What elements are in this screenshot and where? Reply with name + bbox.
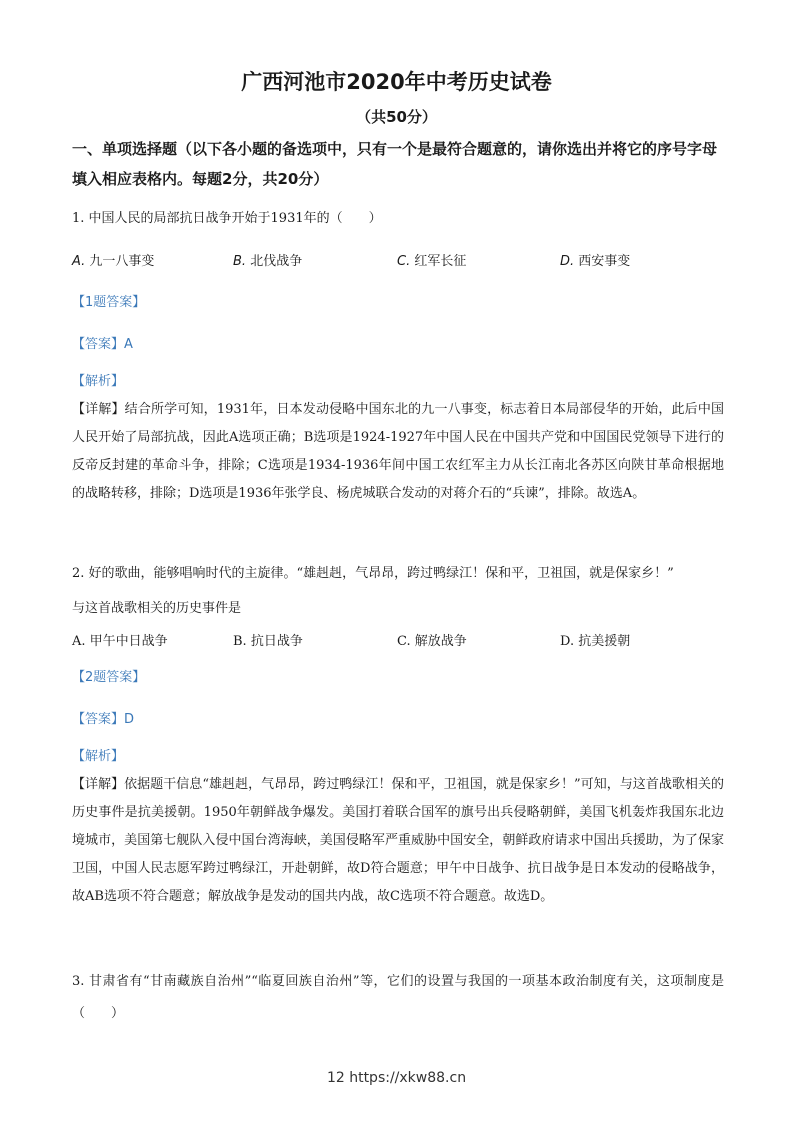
option-letter: A. bbox=[72, 254, 86, 269]
question-2-option-a bbox=[72, 630, 168, 649]
option-text: 甲午中日战争 bbox=[89, 634, 168, 649]
question-2-answer: 【答案】D bbox=[72, 712, 135, 727]
option-letter: D. bbox=[560, 634, 575, 649]
question-1-detail: 【详解】结合所学可知，1931年，日本发动侵略中国东北的九一八事变，标志着日本局部侵华的开始，此后中国人民开始了局部抗战，因此A选项正确；B选项是1924-1927年中国人民在中国共产党和中国国民党领导下进行的反帝反封建的革命斗争，排除；C选项是1934-1936年间中国工农红军主力从长江南北各苏区向陕甘革命根据地的战略转移，排除；D选项是1936年张学良、杨虎城联合发动的对蒋介石的“兵谏”，排除。故选A。 bbox=[72, 402, 724, 501]
question-1-option-b bbox=[233, 250, 302, 269]
option-text: 北伐战争 bbox=[250, 254, 303, 269]
question-2-stem-line-2: 与这首战歌相关的历史事件是 bbox=[72, 601, 242, 616]
page-footer: 12 https://xkw88.cn bbox=[326, 1070, 467, 1086]
option-letter: C. bbox=[397, 634, 411, 649]
option-letter: C. bbox=[397, 254, 411, 269]
question-1-option-a bbox=[72, 250, 154, 269]
option-letter: B. bbox=[233, 254, 247, 269]
option-letter: D. bbox=[560, 254, 575, 269]
page-subtitle: （共50分） bbox=[356, 108, 437, 126]
question-1-analysis-label: 【解析】 bbox=[72, 374, 125, 389]
question-2-detail: 【详解】依据题干信息“雄赳赳，气昂昂，跨过鸭绿江！保和平，卫祖国，就是保家乡！”可知，与这首战歌相关的历史事件是抗美援朝。1950年朝鲜战争爆发。美国打着联合国军的旗号出兵侵略朝鲜，美国飞机轰炸我国东北边境城市，美国第七舰队入侵中国台湾海峡，美国侵略军严重威胁中国安全，朝鲜政府请求中国出兵援助，为了保家卫国，中国人民志愿军跨过鸭绿江，开赴朝鲜，故D符合题意；甲午中日战争、抗日战争是日本发动的侵略战争，故AB选项不符合题意；解放战争是发动的国共内战，故C选项不符合题意。故选D。 bbox=[72, 777, 724, 904]
option-letter: A. bbox=[72, 634, 86, 649]
question-3-stem: 3. 甘肃省有“甘南藏族自治州”“临夏回族自治州”等，它们的设置与我国的一项基本政治制度有关，这项制度是（ ） bbox=[72, 974, 724, 1021]
option-text: 九一八事变 bbox=[89, 254, 155, 269]
question-2-option-b bbox=[233, 630, 303, 649]
section-heading: 一、单项选择题（以下各小题的备选项中，只有一个是最符合题意的，请你选出并将它的序号字母填入相应表格内。每题2分，共20分） bbox=[72, 140, 718, 188]
question-2-answer-header: 【2题答案】 bbox=[72, 670, 146, 685]
option-text: 抗日战争 bbox=[250, 634, 303, 649]
question-1-option-d bbox=[560, 250, 630, 269]
question-2-option-c bbox=[397, 630, 467, 649]
question-2-option-d bbox=[560, 630, 630, 649]
question-1-answer: 【答案】A bbox=[72, 337, 133, 352]
option-text: 抗美援朝 bbox=[578, 634, 631, 649]
question-2-analysis-label: 【解析】 bbox=[72, 749, 125, 764]
option-text: 西安事变 bbox=[578, 254, 631, 269]
option-text: 红军长征 bbox=[414, 254, 467, 269]
option-text: 解放战争 bbox=[414, 634, 467, 649]
question-1-option-c bbox=[397, 250, 466, 269]
question-2-stem-line-1: 2. 好的歌曲，能够唱响时代的主旋律。“雄赳赳，气昂昂，跨过鸭绿江！保和平，卫祖国，就是保家乡！” bbox=[72, 566, 674, 581]
option-letter: B. bbox=[233, 634, 247, 649]
question-1-answer-header: 【1题答案】 bbox=[72, 295, 146, 310]
page-title: 广西河池市2020年中考历史试卷 bbox=[241, 70, 552, 94]
question-1-stem: 1. 中国人民的局部抗日战争开始于1931年的（ ） bbox=[72, 211, 382, 226]
